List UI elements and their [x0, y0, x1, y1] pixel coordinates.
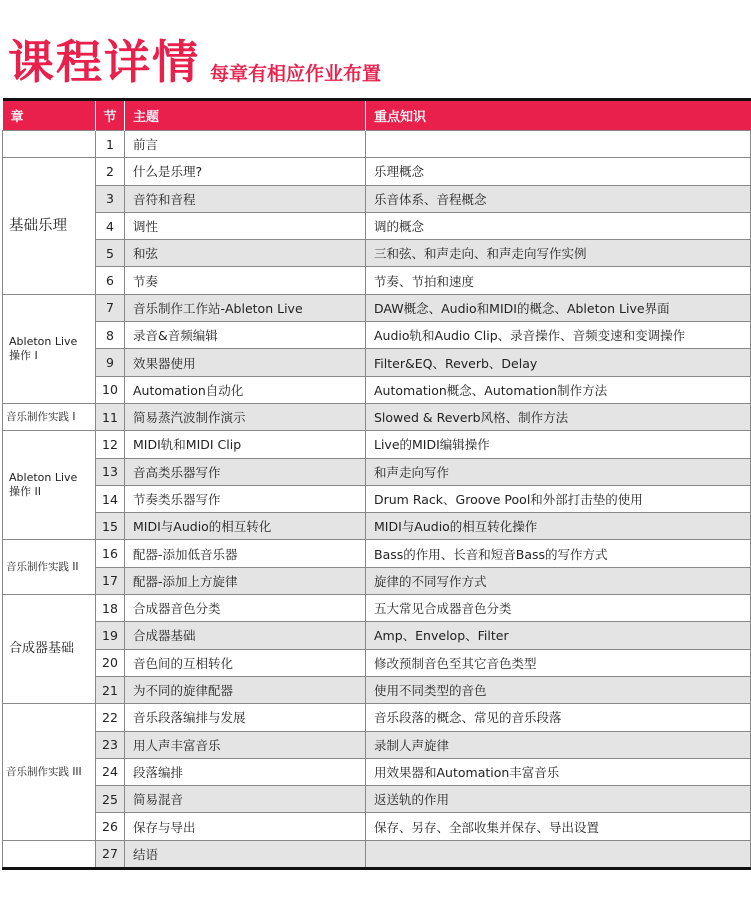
key-points-cell: 修改预制音色至其它音色类型: [366, 649, 751, 676]
topic-cell: 前言: [125, 131, 366, 158]
topic-cell: 音乐段落编排与发展: [125, 704, 366, 731]
chapter-cell: 音乐制作实践 II: [3, 540, 96, 595]
topic-cell: Automation自动化: [125, 376, 366, 403]
key-points-cell: 使用不同类型的音色: [366, 676, 751, 703]
section-number: 9: [96, 349, 125, 376]
section-number: 24: [96, 758, 125, 785]
key-points-cell: DAW概念、Audio和MIDI的概念、Ableton Live界面: [366, 294, 751, 321]
page-title: 课程详情: [8, 35, 200, 89]
section-number: 23: [96, 731, 125, 758]
key-points-cell: 三和弦、和声走向、和声走向写作实例: [366, 240, 751, 267]
table-row: [3, 840, 751, 868]
header-chapter: 章: [3, 100, 96, 131]
table-row: [3, 322, 751, 349]
table-row: [3, 704, 751, 731]
topic-cell: 段落编排: [125, 758, 366, 785]
key-points-cell: 五大常见合成器音色分类: [366, 595, 751, 622]
section-number: 27: [96, 840, 125, 868]
chapter-cell-empty: [3, 131, 96, 158]
table-row: [3, 158, 751, 185]
topic-cell: 调性: [125, 212, 366, 239]
table-row: [3, 813, 751, 840]
chapter-cell: 基础乐理: [3, 158, 96, 294]
key-points-cell: 录制人声旋律: [366, 731, 751, 758]
table-row: [3, 485, 751, 512]
table-row: [3, 131, 751, 158]
key-points-cell: MIDI与Audio的相互转化操作: [366, 513, 751, 540]
key-points-cell: 乐音体系、音程概念: [366, 185, 751, 212]
topic-cell: 节奏类乐器写作: [125, 485, 366, 512]
topic-cell: 简易蒸汽波制作演示: [125, 403, 366, 430]
key-points-cell: 音乐段落的概念、常见的音乐段落: [366, 704, 751, 731]
key-points-cell: 乐理概念: [366, 158, 751, 185]
table-row: [3, 294, 751, 321]
key-points-cell: 节奏、节拍和速度: [366, 267, 751, 294]
chapter-cell-empty: [3, 840, 96, 868]
table-row: [3, 212, 751, 239]
section-number: 3: [96, 185, 125, 212]
section-number: 8: [96, 322, 125, 349]
topic-cell: MIDI轨和MIDI Clip: [125, 431, 366, 458]
key-points-cell: Automation概念、Automation制作方法: [366, 376, 751, 403]
key-points-cell: 保存、另存、全部收集并保存、导出设置: [366, 813, 751, 840]
section-number: 16: [96, 540, 125, 567]
section-number: 2: [96, 158, 125, 185]
key-points-cell: [366, 131, 751, 158]
header-section: 节: [96, 100, 125, 131]
topic-cell: 合成器基础: [125, 622, 366, 649]
table-row: [3, 540, 751, 567]
title-bar: [8, 22, 381, 92]
table-row: [3, 676, 751, 703]
section-number: 7: [96, 294, 125, 321]
topic-cell: 合成器音色分类: [125, 595, 366, 622]
chapter-cell: 音乐制作实践 III: [3, 704, 96, 840]
table-row: [3, 595, 751, 622]
key-points-cell: 调的概念: [366, 212, 751, 239]
table-row: [3, 458, 751, 485]
section-number: 21: [96, 676, 125, 703]
topic-cell: 结语: [125, 840, 366, 868]
section-number: 19: [96, 622, 125, 649]
table-row: [3, 786, 751, 813]
course-table: [2, 98, 751, 870]
section-number: 20: [96, 649, 125, 676]
topic-cell: 节奏: [125, 267, 366, 294]
chapter-cell: Ableton Live 操作 II: [3, 431, 96, 540]
section-number: 14: [96, 485, 125, 512]
topic-cell: 配器-添加上方旋律: [125, 567, 366, 594]
key-points-cell: Slowed & Reverb风格、制作方法: [366, 403, 751, 430]
section-number: 12: [96, 431, 125, 458]
key-points-cell: 用效果器和Automation丰富音乐: [366, 758, 751, 785]
chapter-cell: Ableton Live 操作 I: [3, 294, 96, 403]
key-points-cell: Bass的作用、长音和短音Bass的写作方式: [366, 540, 751, 567]
table-row: [3, 185, 751, 212]
key-points-cell: Filter&EQ、Reverb、Delay: [366, 349, 751, 376]
section-number: 11: [96, 403, 125, 430]
chapter-cell: 合成器基础: [3, 595, 96, 704]
section-number: 10: [96, 376, 125, 403]
section-number: 1: [96, 131, 125, 158]
table-row: [3, 513, 751, 540]
topic-cell: 音符和音程: [125, 185, 366, 212]
table-row: [3, 567, 751, 594]
key-points-cell: Live的MIDI编辑操作: [366, 431, 751, 458]
topic-cell: 和弦: [125, 240, 366, 267]
key-points-cell: 和声走向写作: [366, 458, 751, 485]
key-points-cell: Audio轨和Audio Clip、录音操作、音频变速和变调操作: [366, 322, 751, 349]
key-points-cell: 旋律的不同写作方式: [366, 567, 751, 594]
section-number: 4: [96, 212, 125, 239]
section-number: 18: [96, 595, 125, 622]
topic-cell: 音乐制作工作站-Ableton Live: [125, 294, 366, 321]
section-number: 6: [96, 267, 125, 294]
table-row: [3, 240, 751, 267]
section-number: 5: [96, 240, 125, 267]
table-row: [3, 376, 751, 403]
key-points-cell: Drum Rack、Groove Pool和外部打击垫的使用: [366, 485, 751, 512]
key-points-cell: Amp、Envelop、Filter: [366, 622, 751, 649]
table-row: [3, 403, 751, 430]
topic-cell: 录音&音频编辑: [125, 322, 366, 349]
section-number: 15: [96, 513, 125, 540]
topic-cell: MIDI与Audio的相互转化: [125, 513, 366, 540]
topic-cell: 效果器使用: [125, 349, 366, 376]
table-header-row: [3, 100, 751, 131]
table-row: [3, 649, 751, 676]
table-row: [3, 622, 751, 649]
section-number: 22: [96, 704, 125, 731]
section-number: 17: [96, 567, 125, 594]
header-topic: 主题: [125, 100, 366, 131]
topic-cell: 什么是乐理?: [125, 158, 366, 185]
section-number: 26: [96, 813, 125, 840]
topic-cell: 音色间的互相转化: [125, 649, 366, 676]
section-number: 13: [96, 458, 125, 485]
chapter-cell: 音乐制作实践 I: [3, 403, 96, 430]
topic-cell: 保存与导出: [125, 813, 366, 840]
header-key-points: 重点知识: [366, 100, 751, 131]
topic-cell: 为不同的旋律配器: [125, 676, 366, 703]
table-row: [3, 349, 751, 376]
topic-cell: 用人声丰富音乐: [125, 731, 366, 758]
topic-cell: 音高类乐器写作: [125, 458, 366, 485]
table-row: [3, 267, 751, 294]
topic-cell: 简易混音: [125, 786, 366, 813]
key-points-cell: 返送轨的作用: [366, 786, 751, 813]
page-subtitle: 每章有相应作业布置: [210, 63, 382, 85]
table-row: [3, 758, 751, 785]
table-row: [3, 731, 751, 758]
table-row: [3, 431, 751, 458]
topic-cell: 配器-添加低音乐器: [125, 540, 366, 567]
section-number: 25: [96, 786, 125, 813]
key-points-cell: [366, 840, 751, 868]
